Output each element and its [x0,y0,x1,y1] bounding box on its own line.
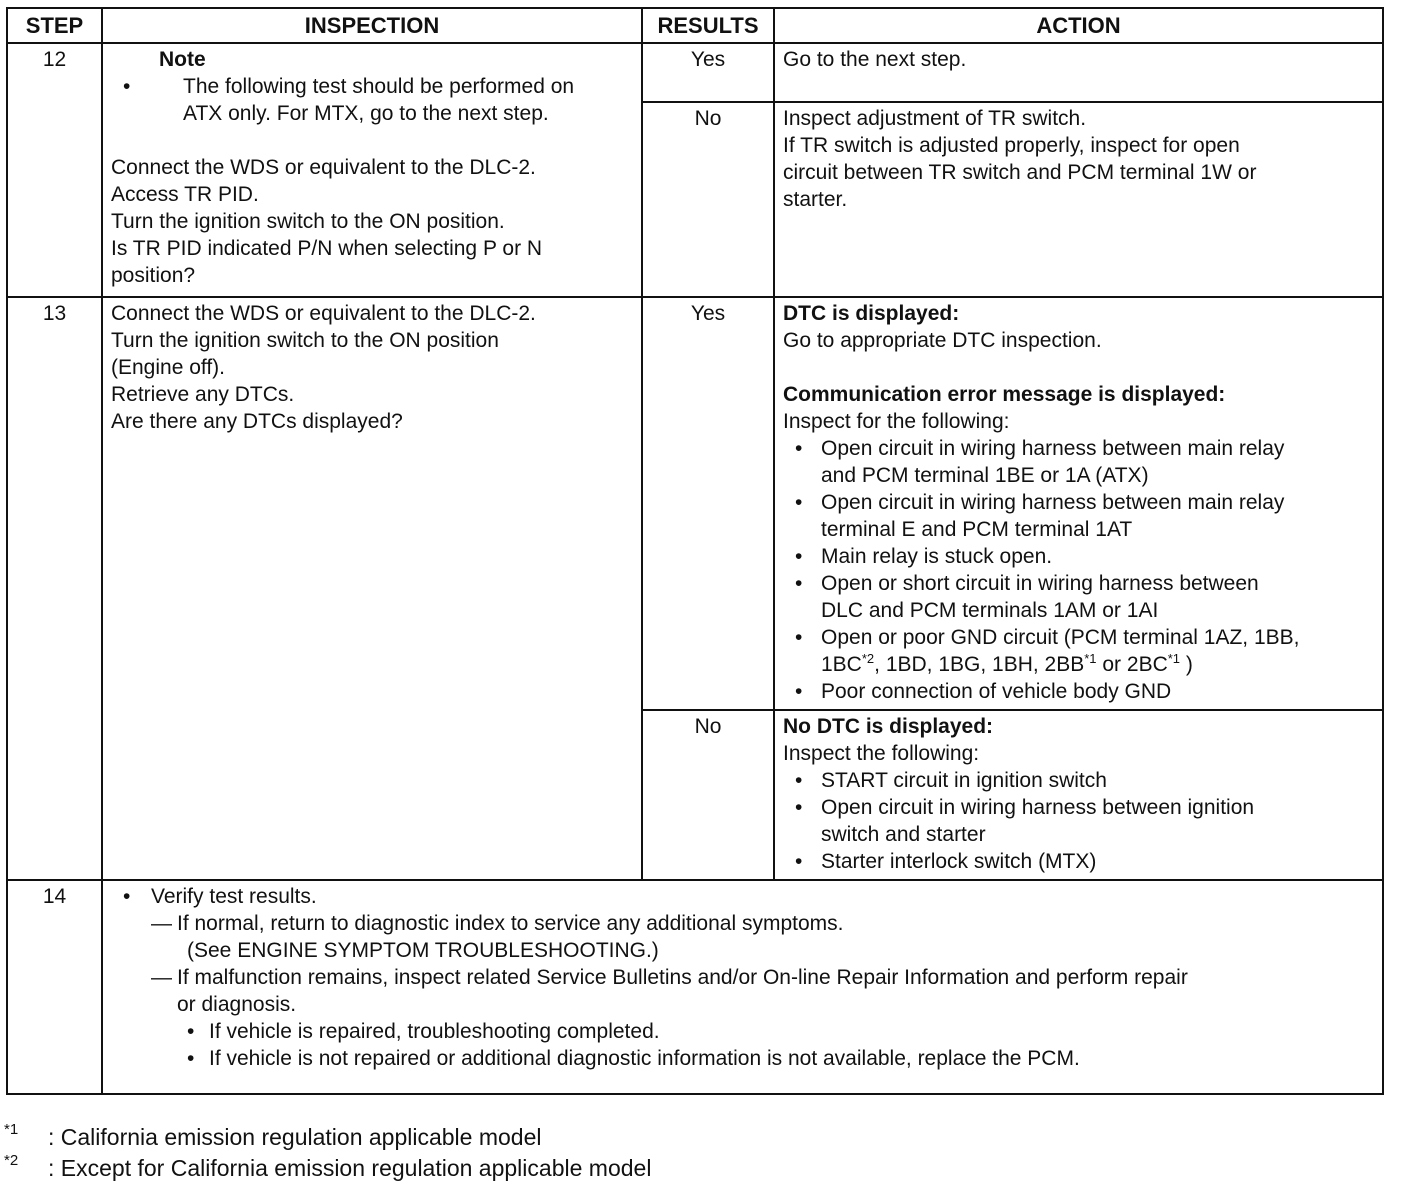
step-12-inspection-line: position? [111,264,196,287]
footnote-2 [4,1153,651,1184]
gnd-part: ) [1180,653,1193,676]
step-12-action-no-line: Inspect adjustment of TR switch. [783,106,1087,130]
header-action: ACTION [774,8,1383,43]
step-12-note-line-2: ATX only. For MTX, go to the next step. [183,102,549,125]
step-14-normal [111,910,1374,937]
step-12-yes-row [7,43,1383,102]
table-header-row [7,8,1383,43]
list-item [783,794,1374,848]
step-12-action-no [774,102,1383,297]
step-13-yes-row [7,297,1383,710]
step-12-note-title: Note [159,48,206,71]
step-13-inspection-line: Retrieve any DTCs. [111,383,295,406]
list-item [783,435,1374,489]
malfunction-line-1: If malfunction remains, inspect related Service Bulletins and/or On-line Repair Information and perform repair [177,966,1188,989]
step-14-repaired [111,1018,1374,1045]
comm-error-heading: Communication error message is displayed: [783,383,1226,406]
not-repaired-text: If vehicle is not repaired or additional diagnostic information is not available, replace the PCM. [209,1047,1080,1070]
step-12-action-no-line: starter. [783,187,848,211]
no-dtc-heading: No DTC is displayed: [783,715,994,738]
step-13-inspection [102,297,642,880]
footnote-mark: *2 [4,1152,19,1169]
list-item [783,767,1374,794]
list-item-line: Starter interlock switch (MTX) [821,850,1097,873]
list-item [783,489,1374,543]
list-item-line: Open circuit in wiring harness between main relay [821,437,1285,460]
repaired-text: If vehicle is repaired, troubleshooting completed. [209,1020,660,1043]
step-14-verify [111,883,1374,910]
normal-text: If normal, return to diagnostic index to service any additional symptoms. [177,912,844,935]
step-12-inspection-line: Is TR PID indicated P/N when selecting P or N [111,237,543,260]
list-item-line: Main relay is stuck open. [821,545,1053,568]
list-item-gnd [783,624,1374,678]
footnote-mark: *1 [4,1121,19,1138]
header-inspection: INSPECTION [102,8,642,43]
gnd-part: 1BC [821,653,862,676]
malfunction-line-2: or diagnosis. [177,993,297,1016]
step-13-inspection-line: Turn the ignition switch to the ON position [111,329,499,352]
step-13-action-no [774,710,1383,880]
list-item [783,678,1374,705]
step-14-malfunction [111,964,1374,1018]
step-13-inspection-line: (Engine off). [111,356,226,379]
footnote-ref: *2 [861,651,875,666]
list-item [783,570,1374,624]
gnd-part: or 2BC [1096,653,1168,676]
list-item-line: Open circuit in wiring harness between ignition [821,796,1255,819]
list-item-line: Poor connection of vehicle body GND [821,680,1172,703]
footnote-text: : Except for California emission regulation applicable model [48,1155,652,1181]
step-12-inspection-line: Access TR PID. [111,183,259,206]
step-12-action-yes: Go to the next step. [774,43,1383,102]
step-13-number: 13 [7,297,102,880]
footnote-text: : California emission regulation applicable model [48,1124,542,1150]
header-step: STEP [7,8,102,43]
step-14-content [102,880,1383,1094]
step-12-result-no: No [642,102,774,297]
no-dtc-text: Inspect the following: [783,742,980,765]
verify-text: Verify test results. [151,885,317,908]
step-12-result-yes: Yes [642,43,774,102]
footnote-ref: *1 [1167,651,1181,666]
list-item-line: switch and starter [821,823,986,846]
step-12-action-no-line: If TR switch is adjusted properly, inspect for open [783,133,1240,157]
comm-error-text: Inspect for the following: [783,410,1010,433]
list-item-line: and PCM terminal 1BE or 1A (ATX) [821,464,1149,487]
step-13-inspection-line: Are there any DTCs displayed? [111,410,403,433]
list-item [783,543,1374,570]
dtc-displayed-heading: DTC is displayed: [783,302,960,325]
gnd-line-1: Open or poor GND circuit (PCM terminal 1AZ, 1BB, [821,626,1300,649]
step-12-action-no-line: circuit between TR switch and PCM terminal 1W or [783,160,1257,184]
footnotes [4,1122,651,1184]
list-item-line: terminal E and PCM terminal 1AT [821,518,1133,541]
footnote-1 [4,1122,651,1153]
troubleshooting-page [6,7,1382,1095]
step-14-normal-ref: (See ENGINE SYMPTOM TROUBLESHOOTING.) [187,939,659,962]
header-results: RESULTS [642,8,774,43]
step-12-inspection [102,43,642,297]
step-13-result-yes: Yes [642,297,774,710]
step-12-inspection-line: Turn the ignition switch to the ON position. [111,210,505,233]
step-14-not-repaired [111,1045,1374,1072]
list-item-line: DLC and PCM terminals 1AM or 1AI [821,599,1159,622]
list-item [783,848,1374,875]
step-14-row [7,880,1383,1094]
step-13-inspection-line: Connect the WDS or equivalent to the DLC-2. [111,302,536,325]
step-13-action-yes [774,297,1383,710]
list-item-line: START circuit in ignition switch [821,769,1107,792]
step-12-note-line-1: The following test should be performed on [183,75,575,98]
diagnostic-table [6,7,1384,1095]
step-12-number: 12 [7,43,102,297]
step-12-inspection-line: Connect the WDS or equivalent to the DLC-2. [111,156,536,179]
gnd-part: , 1BD, 1BG, 1BH, 2BB [874,653,1085,676]
list-item-line: Open circuit in wiring harness between main relay [821,491,1285,514]
footnote-ref: *1 [1084,651,1097,666]
step-12-note-bullet [111,73,633,127]
step-13-result-no: No [642,710,774,880]
dtc-displayed-text: Go to appropriate DTC inspection. [783,329,1102,352]
list-item-line: Open or short circuit in wiring harness between [821,572,1259,595]
step-14-number: 14 [7,880,102,1094]
